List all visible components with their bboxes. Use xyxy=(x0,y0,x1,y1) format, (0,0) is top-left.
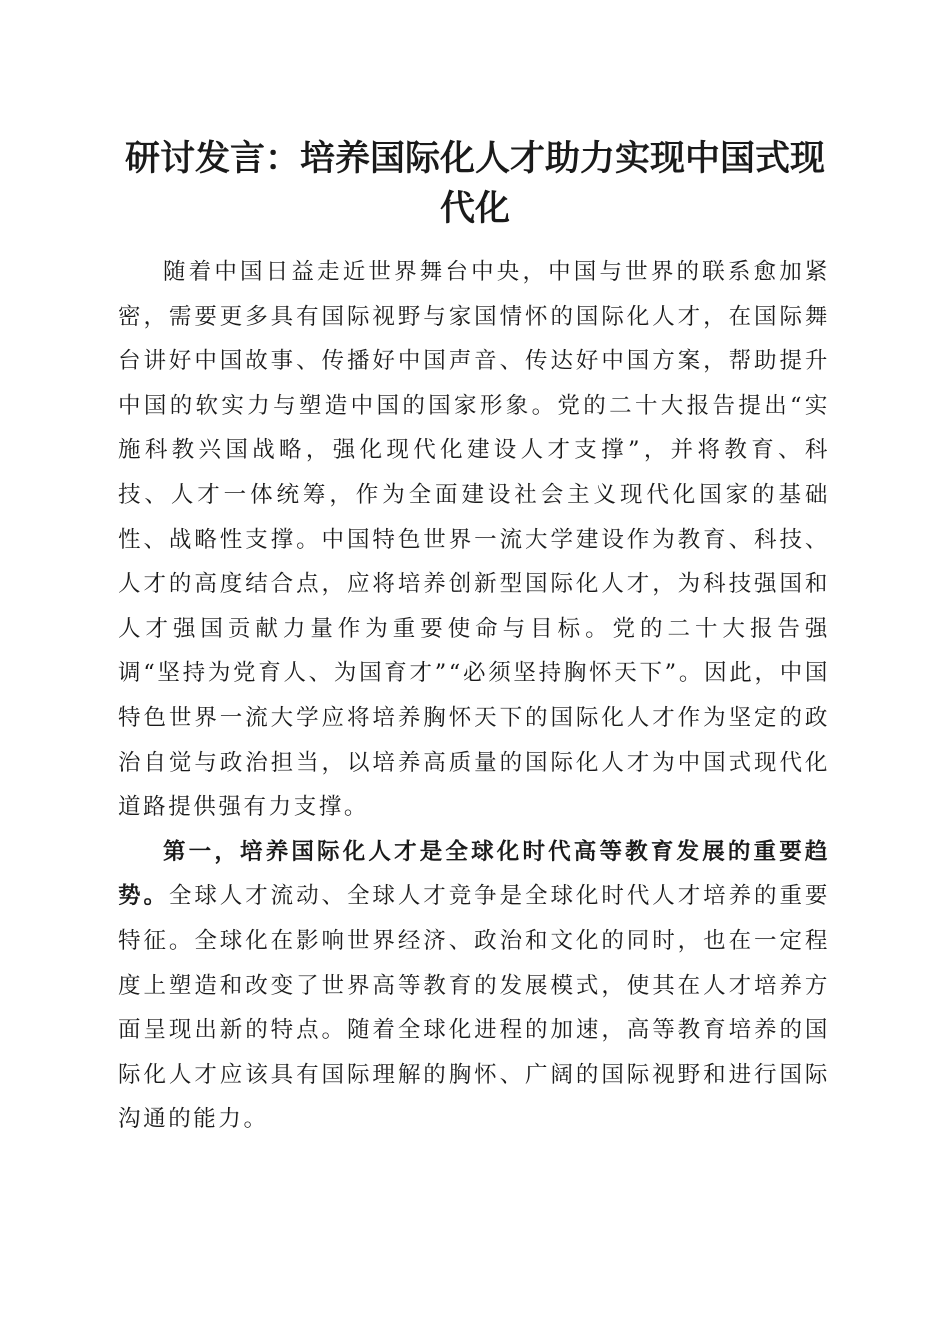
document-body xyxy=(118,250,830,1142)
paragraph-2 xyxy=(118,830,830,1142)
paragraph-2-text: 全球人才流动、全球人才竞争是全球化时代人才培养的重要特征。全球化在影响世界经济、政治和文化的同时，也在一定程度上塑造和改变了世界高等教育的发展模式，使其在人才培养方面呈现出新的特点。随着全球化进程的加速，高等教育培养的国际化人才应该具有国际理解的胸怀、广阔的国际视野和进行国际沟通的能力。 xyxy=(118,883,830,1133)
paragraph-1 xyxy=(118,250,830,830)
paragraph-1-text: 随着中国日益走近世界舞台中央，中国与世界的联系愈加紧密，需要更多具有国际视野与家国情怀的国际化人才，在国际舞台讲好中国故事、传播好中国声音、传达好中国方案，帮助提升中国的软实力与塑造中国的国家形象。党的二十大报告提出“实施科教兴国战略，强化现代化建设人才支撑”，并将教育、科技、人才一体统筹，作为全面建设社会主义现代化国家的基础性、战略性支撑。中国特色世界一流大学建设作为教育、科技、人才的高度结合点，应将培养创新型国际化人才，为科技强国和人才强国贡献力量作为重要使命与目标。党的二十大报告强调“坚持为党育人、为国育才”“必须坚持胸怀天下”。因此，中国特色世界一流大学应将培养胸怀天下的国际化人才作为坚定的政治自觉与政治担当，以培养高质量的国际化人才为中国式现代化道路提供强有力支撑。 xyxy=(118,259,830,821)
paragraph-2-lead: 第一，培养国际化人才是全球化时代高等教育发展的重要趋势。 xyxy=(118,838,830,910)
document-title: 研讨发言：培养国际化人才助力实现中国式现代化 xyxy=(124,138,825,229)
